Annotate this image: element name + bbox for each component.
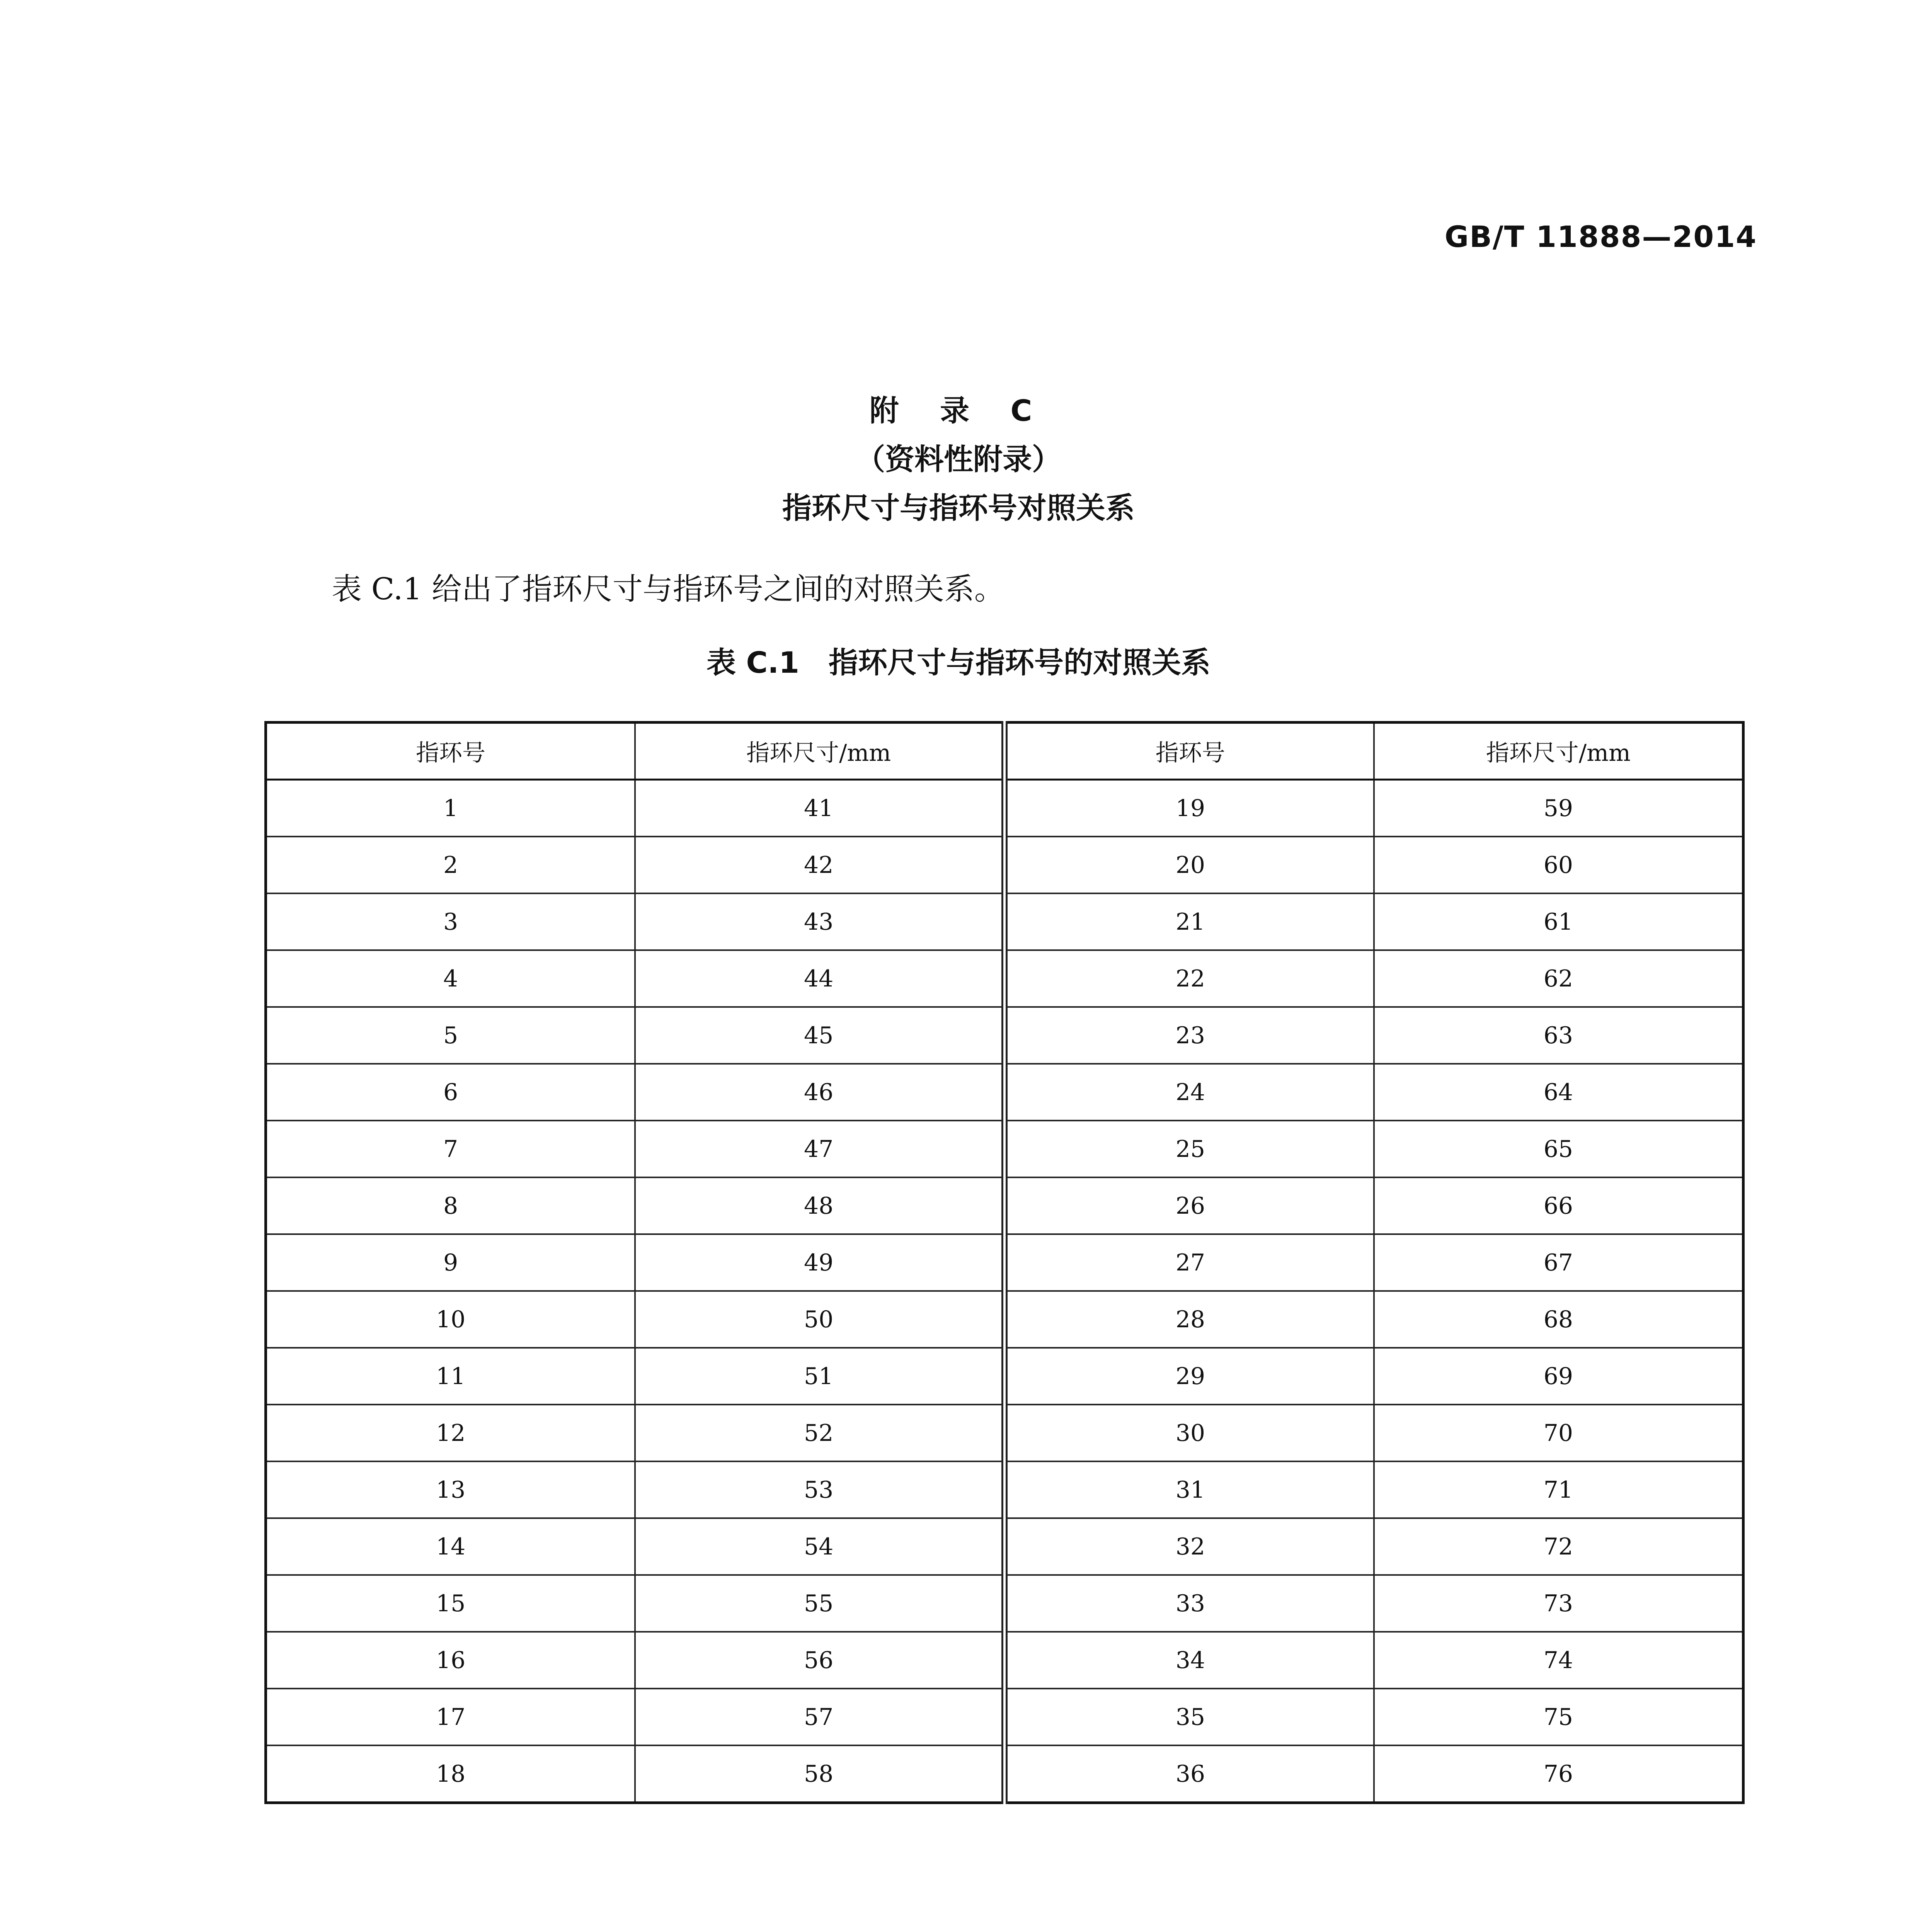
ring-number-cell: 23 [1004, 1007, 1374, 1064]
ring-number-cell: 5 [266, 1007, 635, 1064]
ring-size-cell: 63 [1374, 1007, 1743, 1064]
ring-number-cell: 14 [266, 1518, 635, 1575]
ring-size-cell: 44 [635, 950, 1004, 1007]
ring-number-cell: 17 [266, 1689, 635, 1745]
table-row [266, 1745, 1743, 1803]
ring-number-cell: 1 [266, 780, 635, 837]
ring-size-cell: 48 [635, 1177, 1004, 1234]
ring-number-cell: 25 [1004, 1121, 1374, 1177]
table-row [266, 780, 1743, 837]
ring-size-cell: 41 [635, 780, 1004, 837]
ring-number-cell: 26 [1004, 1177, 1374, 1234]
ring-size-cell: 71 [1374, 1461, 1743, 1518]
ring-size-table [264, 721, 1745, 1804]
ring-size-cell: 47 [635, 1121, 1004, 1177]
ring-number-cell: 15 [266, 1575, 635, 1632]
table-caption: 表 C.1 指环尺寸与指环号的对照关系 [707, 645, 1210, 680]
ring-size-cell: 57 [635, 1689, 1004, 1745]
annex-subject: 指环尺寸与指环号对照关系 [782, 491, 1135, 525]
table-row [266, 1632, 1743, 1689]
table-row [266, 1007, 1743, 1064]
table-row [266, 893, 1743, 950]
ring-number-cell: 35 [1004, 1689, 1374, 1745]
ring-number-cell: 19 [1004, 780, 1374, 837]
ring-size-cell: 50 [635, 1291, 1004, 1348]
table-row [266, 1064, 1743, 1121]
table-row [266, 1234, 1743, 1291]
ring-number-cell: 27 [1004, 1234, 1374, 1291]
ring-size-cell: 72 [1374, 1518, 1743, 1575]
ring-size-cell: 42 [635, 837, 1004, 893]
ring-size-cell: 43 [635, 893, 1004, 950]
ring-number-cell: 20 [1004, 837, 1374, 893]
header-ring-number: 指环号 [1004, 723, 1374, 780]
ring-number-cell: 12 [266, 1405, 635, 1461]
table-row [266, 1575, 1743, 1632]
table-row [266, 837, 1743, 893]
table-row [266, 1291, 1743, 1348]
ring-number-cell: 18 [266, 1745, 635, 1803]
ring-size-cell: 73 [1374, 1575, 1743, 1632]
ring-size-cell: 59 [1374, 780, 1743, 837]
ring-size-cell: 69 [1374, 1348, 1743, 1405]
header-ring-size: 指环尺寸/mm [1374, 723, 1743, 780]
ring-number-cell: 21 [1004, 893, 1374, 950]
annex-title: 附 录 C [869, 393, 1048, 428]
table-row [266, 1689, 1743, 1745]
ring-size-cell: 70 [1374, 1405, 1743, 1461]
ring-number-cell: 33 [1004, 1575, 1374, 1632]
ring-size-cell: 76 [1374, 1745, 1743, 1803]
ring-size-cell: 74 [1374, 1632, 1743, 1689]
table-row [266, 1121, 1743, 1177]
ring-number-cell: 7 [266, 1121, 635, 1177]
ring-size-cell: 54 [635, 1518, 1004, 1575]
ring-number-cell: 3 [266, 893, 635, 950]
ring-number-cell: 2 [266, 837, 635, 893]
ring-number-cell: 13 [266, 1461, 635, 1518]
annex-type: （资料性附录） [856, 442, 1061, 476]
ring-size-cell: 55 [635, 1575, 1004, 1632]
ring-number-cell: 9 [266, 1234, 635, 1291]
ring-number-cell: 8 [266, 1177, 635, 1234]
ring-number-cell: 4 [266, 950, 635, 1007]
table-header-row [266, 723, 1743, 780]
ring-size-cell: 58 [635, 1745, 1004, 1803]
ring-size-cell: 64 [1374, 1064, 1743, 1121]
ring-size-cell: 68 [1374, 1291, 1743, 1348]
standard-number: GB/T 11888—2014 [1444, 219, 1757, 254]
ring-number-cell: 29 [1004, 1348, 1374, 1405]
ring-size-cell: 60 [1374, 837, 1743, 893]
table-row [266, 1405, 1743, 1461]
table-row [266, 1348, 1743, 1405]
table-row [266, 1177, 1743, 1234]
ring-size-cell: 53 [635, 1461, 1004, 1518]
ring-number-cell: 16 [266, 1632, 635, 1689]
ring-size-cell: 75 [1374, 1689, 1743, 1745]
ring-number-cell: 22 [1004, 950, 1374, 1007]
table-row [266, 1461, 1743, 1518]
intro-paragraph: 表 C.1 给出了指环尺寸与指环号之间的对照关系。 [332, 572, 1004, 607]
ring-size-cell: 51 [635, 1348, 1004, 1405]
header-ring-number: 指环号 [266, 723, 635, 780]
ring-number-cell: 24 [1004, 1064, 1374, 1121]
ring-number-cell: 10 [266, 1291, 635, 1348]
ring-size-cell: 49 [635, 1234, 1004, 1291]
ring-size-cell: 56 [635, 1632, 1004, 1689]
ring-number-cell: 11 [266, 1348, 635, 1405]
ring-number-cell: 6 [266, 1064, 635, 1121]
ring-size-cell: 46 [635, 1064, 1004, 1121]
annex-heading [0, 386, 1917, 532]
ring-number-cell: 36 [1004, 1745, 1374, 1803]
ring-number-cell: 34 [1004, 1632, 1374, 1689]
ring-size-cell: 45 [635, 1007, 1004, 1064]
ring-number-cell: 32 [1004, 1518, 1374, 1575]
ring-size-cell: 52 [635, 1405, 1004, 1461]
ring-size-cell: 67 [1374, 1234, 1743, 1291]
ring-number-cell: 30 [1004, 1405, 1374, 1461]
ring-size-cell: 66 [1374, 1177, 1743, 1234]
header-ring-size: 指环尺寸/mm [635, 723, 1004, 780]
table-row [266, 950, 1743, 1007]
table-body [266, 780, 1743, 1803]
ring-number-cell: 28 [1004, 1291, 1374, 1348]
ring-size-cell: 62 [1374, 950, 1743, 1007]
ring-number-cell: 31 [1004, 1461, 1374, 1518]
table-row [266, 1518, 1743, 1575]
ring-size-cell: 61 [1374, 893, 1743, 950]
ring-size-cell: 65 [1374, 1121, 1743, 1177]
